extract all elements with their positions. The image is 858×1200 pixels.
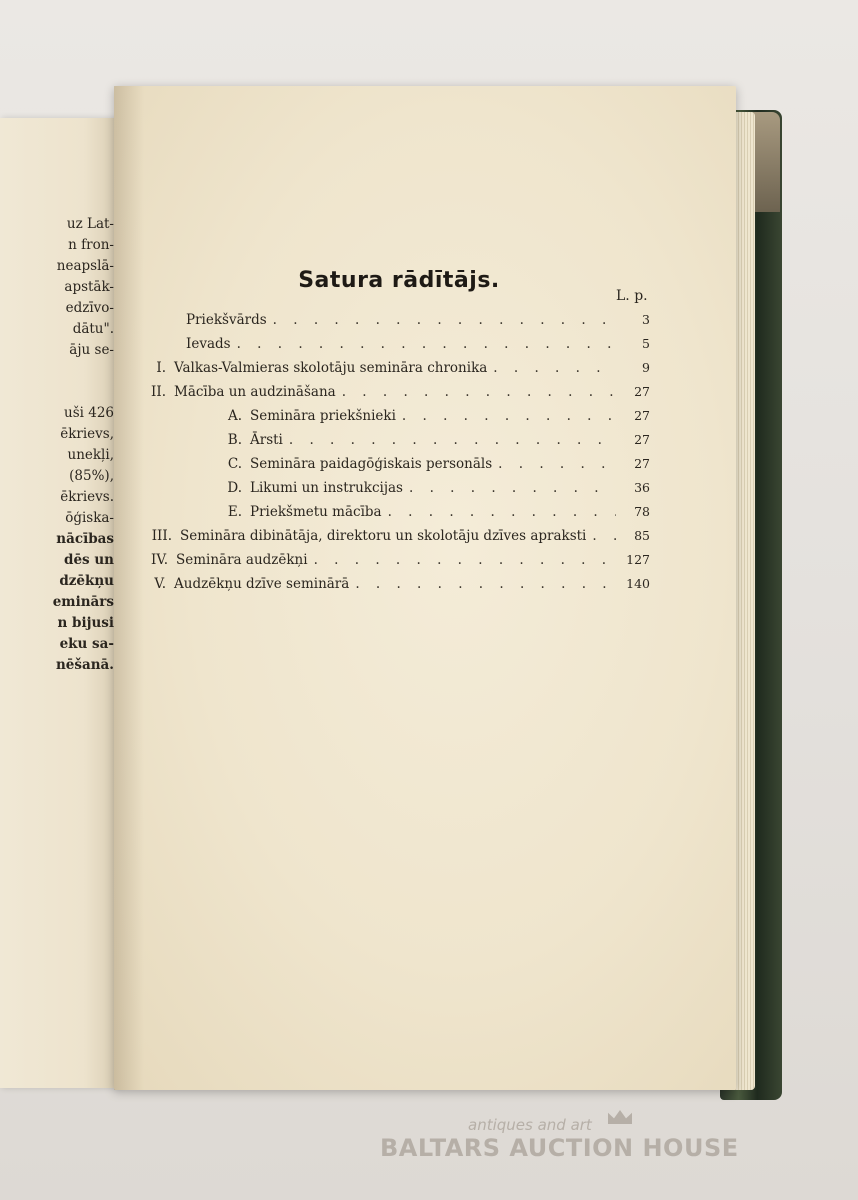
toc-entry-page: 9 xyxy=(642,360,650,375)
toc-entry xyxy=(150,360,650,380)
toc-entry-number: V. xyxy=(154,576,166,592)
toc-entry xyxy=(150,480,650,500)
toc-entry-label: Ievads xyxy=(186,336,231,352)
toc-entry-label: Audzēkņu dzīve seminārā xyxy=(174,576,350,592)
toc-entry-label: Valkas-Valmieras skolotāju semināra chronika xyxy=(174,360,488,376)
left-page-line: unekļi, xyxy=(67,447,114,463)
left-page-line: n fron- xyxy=(68,237,114,253)
left-page-line: eminārs xyxy=(52,594,114,610)
toc-entry-number: III. xyxy=(151,528,172,544)
watermark-brand: BALTARS AUCTION HOUSE xyxy=(380,1134,739,1162)
left-page-line: ēkrievs, xyxy=(60,426,114,442)
left-page-line: neapslā- xyxy=(56,258,114,274)
left-page xyxy=(0,118,120,1088)
left-page-line: eku sa- xyxy=(59,636,114,652)
toc-entry-page: 3 xyxy=(642,312,650,327)
left-page-line: nēšanā. xyxy=(55,657,114,673)
dot-leader xyxy=(493,360,616,376)
toc-entry-label: Semināra priekšnieki xyxy=(250,408,396,424)
dot-leader xyxy=(409,480,616,496)
toc-entry xyxy=(150,504,650,524)
gutter-shadow xyxy=(114,86,144,1090)
watermark-tagline: antiques and art xyxy=(468,1116,592,1134)
dot-leader xyxy=(289,432,616,448)
toc-entry xyxy=(150,408,650,428)
toc-entry-number: A. xyxy=(227,408,242,424)
toc-entry xyxy=(150,552,650,572)
dot-leader xyxy=(237,336,616,352)
toc-entry-number: II. xyxy=(151,384,166,400)
toc-entry-page: 27 xyxy=(634,432,650,447)
dot-leader xyxy=(402,408,616,424)
left-page-line: uši 426 xyxy=(64,405,114,421)
dot-leader xyxy=(314,552,616,568)
toc-entry-page: 140 xyxy=(626,576,650,591)
toc-entry-page: 27 xyxy=(634,456,650,471)
left-page-line xyxy=(4,361,114,382)
toc-entry xyxy=(150,384,650,404)
watermark xyxy=(380,1116,780,1170)
toc-entry-page: 127 xyxy=(626,552,650,567)
toc-entry-label: Priekšmetu mācība xyxy=(250,504,382,520)
toc-entry-label: Priekšvārds xyxy=(186,312,267,328)
toc-entry-number: IV. xyxy=(150,552,168,568)
toc-entry-label: Likumi un instrukcijas xyxy=(250,480,403,496)
toc-entry xyxy=(150,456,650,476)
dot-leader xyxy=(388,504,616,520)
left-page-line xyxy=(4,382,114,403)
page-title: Satura rādītājs. xyxy=(298,268,500,293)
toc-entry-page: 36 xyxy=(634,480,650,495)
left-page-line: apstāk- xyxy=(64,279,114,295)
toc-entry xyxy=(150,528,650,548)
toc-entry xyxy=(150,432,650,452)
toc-entry-number: D. xyxy=(227,480,242,496)
toc-entry xyxy=(178,336,650,356)
toc-entry-label: Semināra audzēkņi xyxy=(176,552,308,568)
toc-entry-label: Semināra dibinātāja, direktoru un skolotāju dzīves apraksti xyxy=(180,528,587,544)
left-page-line: āju se- xyxy=(69,342,114,358)
left-page-line: n bijusi xyxy=(57,615,114,631)
toc-entry-label: Mācība un audzināšana xyxy=(174,384,336,400)
dot-leader xyxy=(498,456,616,472)
left-page-line: ōģiska- xyxy=(65,510,114,526)
toc-entry-page: 27 xyxy=(634,384,650,399)
toc-entry-label: Semināra paidagōģiskais personāls xyxy=(250,456,493,472)
toc-entry-page: 27 xyxy=(634,408,650,423)
left-page-line: dātu". xyxy=(72,321,114,337)
page-column-header: L. p. xyxy=(616,288,648,304)
toc-entry-number: B. xyxy=(227,432,242,448)
dot-leader xyxy=(273,312,616,328)
dot-leader xyxy=(342,384,616,400)
toc-entry xyxy=(178,312,650,332)
toc-entry-page: 78 xyxy=(634,504,650,519)
toc-entry-page: 5 xyxy=(642,336,650,351)
toc-entry xyxy=(150,576,650,596)
dot-leader xyxy=(355,576,616,592)
left-page-line: uz Lat- xyxy=(66,216,114,232)
toc-entry-label: Ārsti xyxy=(250,432,283,448)
left-page-line: dēs un xyxy=(64,552,114,568)
left-page-line: edzīvo- xyxy=(65,300,114,316)
toc-entry-number: E. xyxy=(227,504,242,520)
dot-leader xyxy=(592,528,616,544)
toc-entry-number: I. xyxy=(156,360,166,376)
toc-entry-page: 85 xyxy=(634,528,650,543)
left-page-line: ēkrievs. xyxy=(60,489,114,505)
toc-entry-number: C. xyxy=(227,456,242,472)
left-page-line: (85%), xyxy=(69,468,114,484)
left-page-line: dzēkņu xyxy=(59,573,114,589)
left-page-line: nācības xyxy=(56,531,114,547)
